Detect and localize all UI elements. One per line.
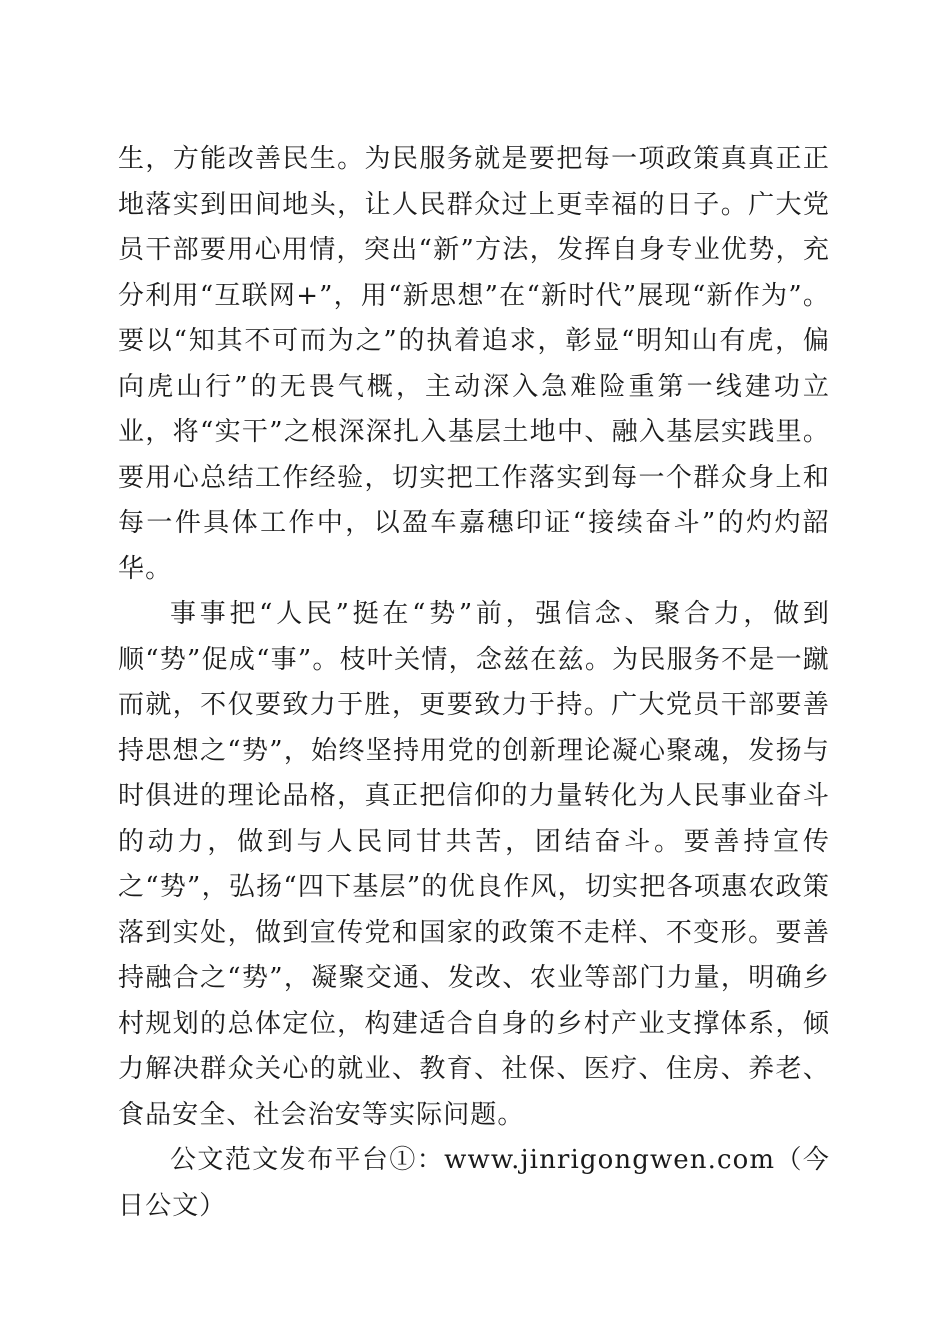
paragraph-continuation: 生，方能改善民生。为民服务就是要把每一项政策真真正正地落实到田间地头，让人民群众过上更幸福的日子。广大党员干部要用心用情，突出“新”方法，发挥自身专业优势，充分利用“互联网+”，用“新思想”在“新时代”展现“新作为”。要以“知其不可而为之”的执着追求，彰显“明知山有虎，偏向虎山行”的无畏气概，主动深入急难险重第一线建功立业，将“实干”之根深深扎入基层土地中、融入基层实践里。要用心总结工作经验，切实把工作落实到每一个群众身上和每一件具体工作中，以盈车嘉穗印证“接续奋斗”的灼灼韶华。 bbox=[118, 144, 830, 584]
document-body bbox=[118, 137, 830, 1229]
paragraph-people-first: 事事把“人民”挺在“势”前，强信念、聚合力，做到顺“势”促成“事”。枝叶关情，念兹在兹。为民服务不是一蹴而就，不仅要致力于胜，更要致力于持。广大党员干部要善持思想之“势”，始终坚持用党的创新理论凝心聚魂，发扬与时俱进的理论品格，真正把信仰的力量转化为人民事业奋斗的动力，做到与人民同甘共苦，团结奋斗。要善持宣传之“势”，弘扬“四下基层”的优良作风，切实把各项惠农政策落到实处，做到宣传党和国家的政策不走样、不变形。要善持融合之“势”，凝聚交通、发改、农业等部门力量，明确乡村规划的总体定位，构建适合自身的乡村产业支撑体系，倾力解决群众关心的就业、教育、社保、医疗、住房、养老、食品安全、社会治安等实际问题。 bbox=[118, 599, 830, 1130]
footer-source-line: 公文范文发布平台①：www.jinrigongwen.com（今日公文） bbox=[118, 1145, 830, 1221]
